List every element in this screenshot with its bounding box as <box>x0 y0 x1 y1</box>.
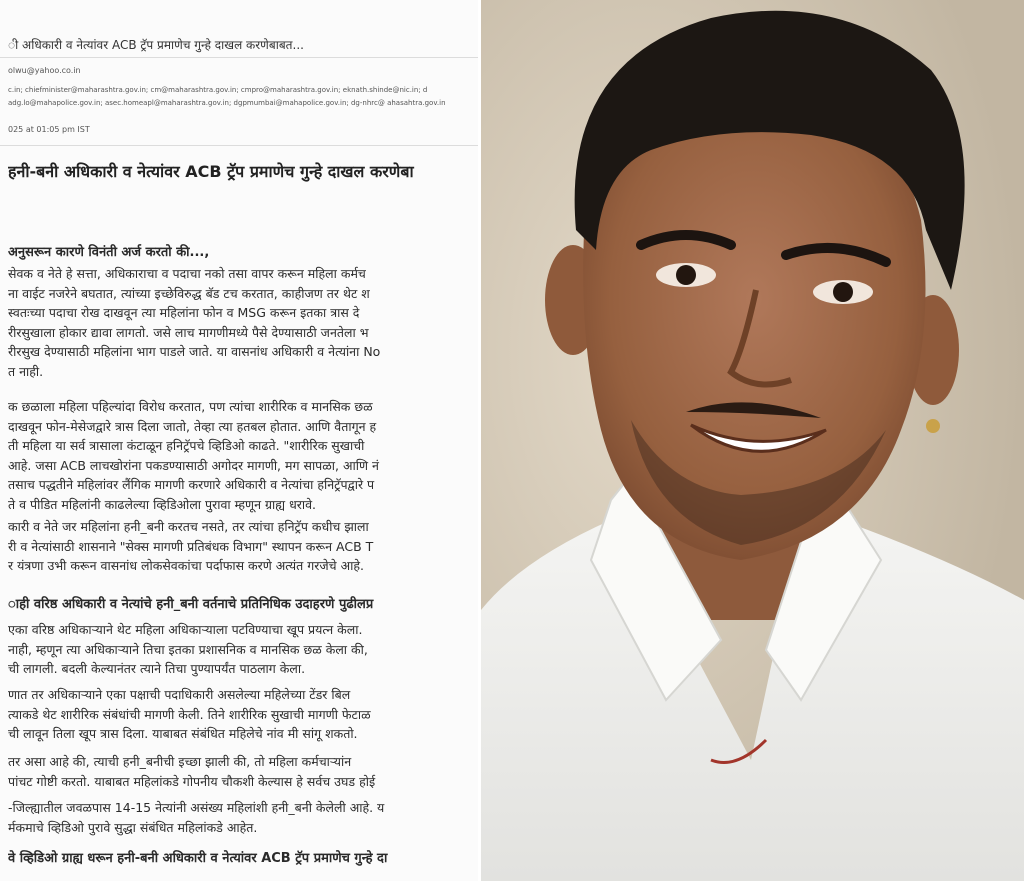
text-line: ते व पीडित महिलांनी काढलेल्या व्हिडिओला पुरावा म्हणून ग्राह्य धरावे. <box>8 496 317 512</box>
man-portrait-illustration <box>481 0 1024 881</box>
text-line: क छळाला महिला पहिल्यांदा विरोध करतात, पण त्यांचा शारीरिक व मानसिक छळ <box>8 399 373 414</box>
paragraph-3 <box>8 517 478 576</box>
right-pupil <box>833 282 853 302</box>
closing-line: वे व्हिडिओ ग्राह्य धरून हनी-बनी अधिकारी व नेत्यांवर ACB ट्रॅप प्रमाणेच गुन्हे दा <box>8 851 388 866</box>
portrait-photo <box>481 0 1024 881</box>
text-line: र्मकमाचे व्हिडिओ पुरावे सुद्धा संबंधित महिलांकडे आहेत. <box>8 819 258 835</box>
text-line: ती महिला या सर्व त्रासाला कंटाळून हनिट्रॅपचे व्हिडिओ काढते. "शारीरिक सुखाची <box>8 438 365 453</box>
email-sender: olwu@yahoo.co.in <box>8 66 81 75</box>
text-line: णात तर अधिकाऱ्याने एका पक्षाची पदाधिकारी असलेल्या महिलेच्या टेंडर बिल <box>8 687 351 702</box>
text-line: एका वरिष्ठ अधिकाऱ्याने थेट महिला अधिकाऱ्याला पटविण्याचा खूप प्रयत्न केला. <box>8 622 363 637</box>
text-line: त नाही. <box>8 363 44 379</box>
paragraph-2 <box>8 397 478 514</box>
text-line: ची लावून तिला खूप त्रास दिला. याबाबत संबंधित महिलेचे नांव मी सांगू शकतो. <box>8 726 358 741</box>
left-pupil <box>676 265 696 285</box>
text-line: त्याकडे थेट शारीरिक संबंधांची मागणी केली. तिने शारीरिक सुखाची मागणी फेटाळ <box>8 706 371 722</box>
email-recipients: c.in; chiefminister@maharashtra.gov.in; cm@maharashtra.gov.in; cmpro@maharashtra.gov.in; eknath.shinde@nic.in; d adg.lo@mahapolice.gov.in; asec.homeapl@maharashtra.gov.in; dgpmumbai@mahapolice.gov.in; dg-nhrc@ ahasahtra.gov.in <box>8 86 446 107</box>
text-line: तर असा आहे की, त्याची हनी_बनीची इच्छा झाली की, तो महिला कर्मचाऱ्यांन <box>8 754 352 769</box>
text-line: आहे. जसा ACB लाचखोरांना पकडण्यासाठी अगोदर मागणी, मग सापळा, आणि नं <box>8 457 379 473</box>
text-line: री व नेत्यांसाठी शासनाने "सेक्स मागणी प्रतिबंधक विभाग" स्थापन करून ACB T <box>8 538 374 554</box>
text-line: र यंत्रणा उभी करून वासनांध लोकसेवकांचा पर्दाफास करणे अत्यंत गरजेचे आहे. <box>8 558 364 573</box>
text-line: तसाच पद्धतीने महिलांवर लैंगिक मागणी करणारे अधिकारी व नेत्यांचा हनिट्रॅपद्वारे प <box>8 477 375 492</box>
text-line: ची लागली. बदली केल्यानंतर त्याने तिचा पुण्यापर्यंत पाठलाग केला. <box>8 661 306 676</box>
text-line: नाही, म्हणून त्या अधिकाऱ्याने तिचा इतका प्रशासनिक व मानसिक छळ केला की, <box>8 641 368 657</box>
divider <box>0 145 478 146</box>
text-line: कारी व नेते जर महिलांना हनी_बनी करतच नसते, तर त्यांचा हनिट्रॅप कधीच झाला <box>8 519 369 534</box>
text-line: पांचट गोष्टी करतो. याबाबत महिलांकडे गोपनीय चौकशी केल्यास हे सर्वच उघड होई <box>8 773 376 789</box>
text-line: दाखवून फोन-मेसेजद्वारे त्रास दिला जातो, तेव्हा त्या हतबल होतात. आणि वैतागून ह <box>8 418 377 434</box>
paragraph-7 <box>8 798 478 837</box>
text-line: -जिल्ह्यातील जवळपास 14-15 नेत्यांनी असंख्य महिलांशी हनी_बनी केलेली आहे. य <box>8 800 385 815</box>
paragraph-5 <box>8 685 478 744</box>
letter-headline: हनी-बनी अधिकारी व नेत्यांवर ACB ट्रॅप प्रमाणेच गुन्हे दाखल करणेबा <box>8 162 414 181</box>
paragraph-6 <box>8 752 478 791</box>
email-subject: ी अधिकारी व नेत्यांवर ACB ट्रॅप प्रमाणेच गुन्हे दाखल करणेबाबत... <box>8 38 304 52</box>
divider <box>0 57 478 58</box>
paragraph-1 <box>8 264 478 381</box>
text-line: ना वाईट नजरेने बघतात, त्यांच्या इच्छेविरुद्ध बॅड टच करतात, काहीजण तर थेट श <box>8 285 370 301</box>
text-line: रीरसुखाला होकार द्यावा लागतो. जसे लाच मागणीमध्ये पैसे देण्यासाठी जनतेला भ <box>8 324 369 340</box>
paragraph-4 <box>8 620 478 679</box>
text-line: रीरसुख देण्यासाठी महिलांना भाग पाडले जाते. या वासनांध अधिकारी व नेत्यांना No <box>8 344 381 359</box>
text-line: सेवक व नेते हे सत्ता, अधिकाराचा व पदाचा नको तसा वापर करून महिला कर्मच <box>8 266 366 281</box>
email-date: 025 at 01:05 pm IST <box>8 125 90 134</box>
paragraph-lead: अनुसरून कारणे विनंती अर्ज करतो की..., <box>8 245 210 260</box>
earring-icon <box>926 419 940 433</box>
text-line: स्वतःच्या पदाचा रोख दाखवून त्या महिलांना फोन व MSG करून इतका त्रास दे <box>8 305 360 320</box>
section-heading: ाही वरिष्ठ अधिकारी व नेत्यांचे हनी_बनी वर्तनाचे प्रतिनिधिक उदाहरणे पुढीलप्र <box>8 597 374 612</box>
email-letter-screenshot <box>0 0 478 881</box>
